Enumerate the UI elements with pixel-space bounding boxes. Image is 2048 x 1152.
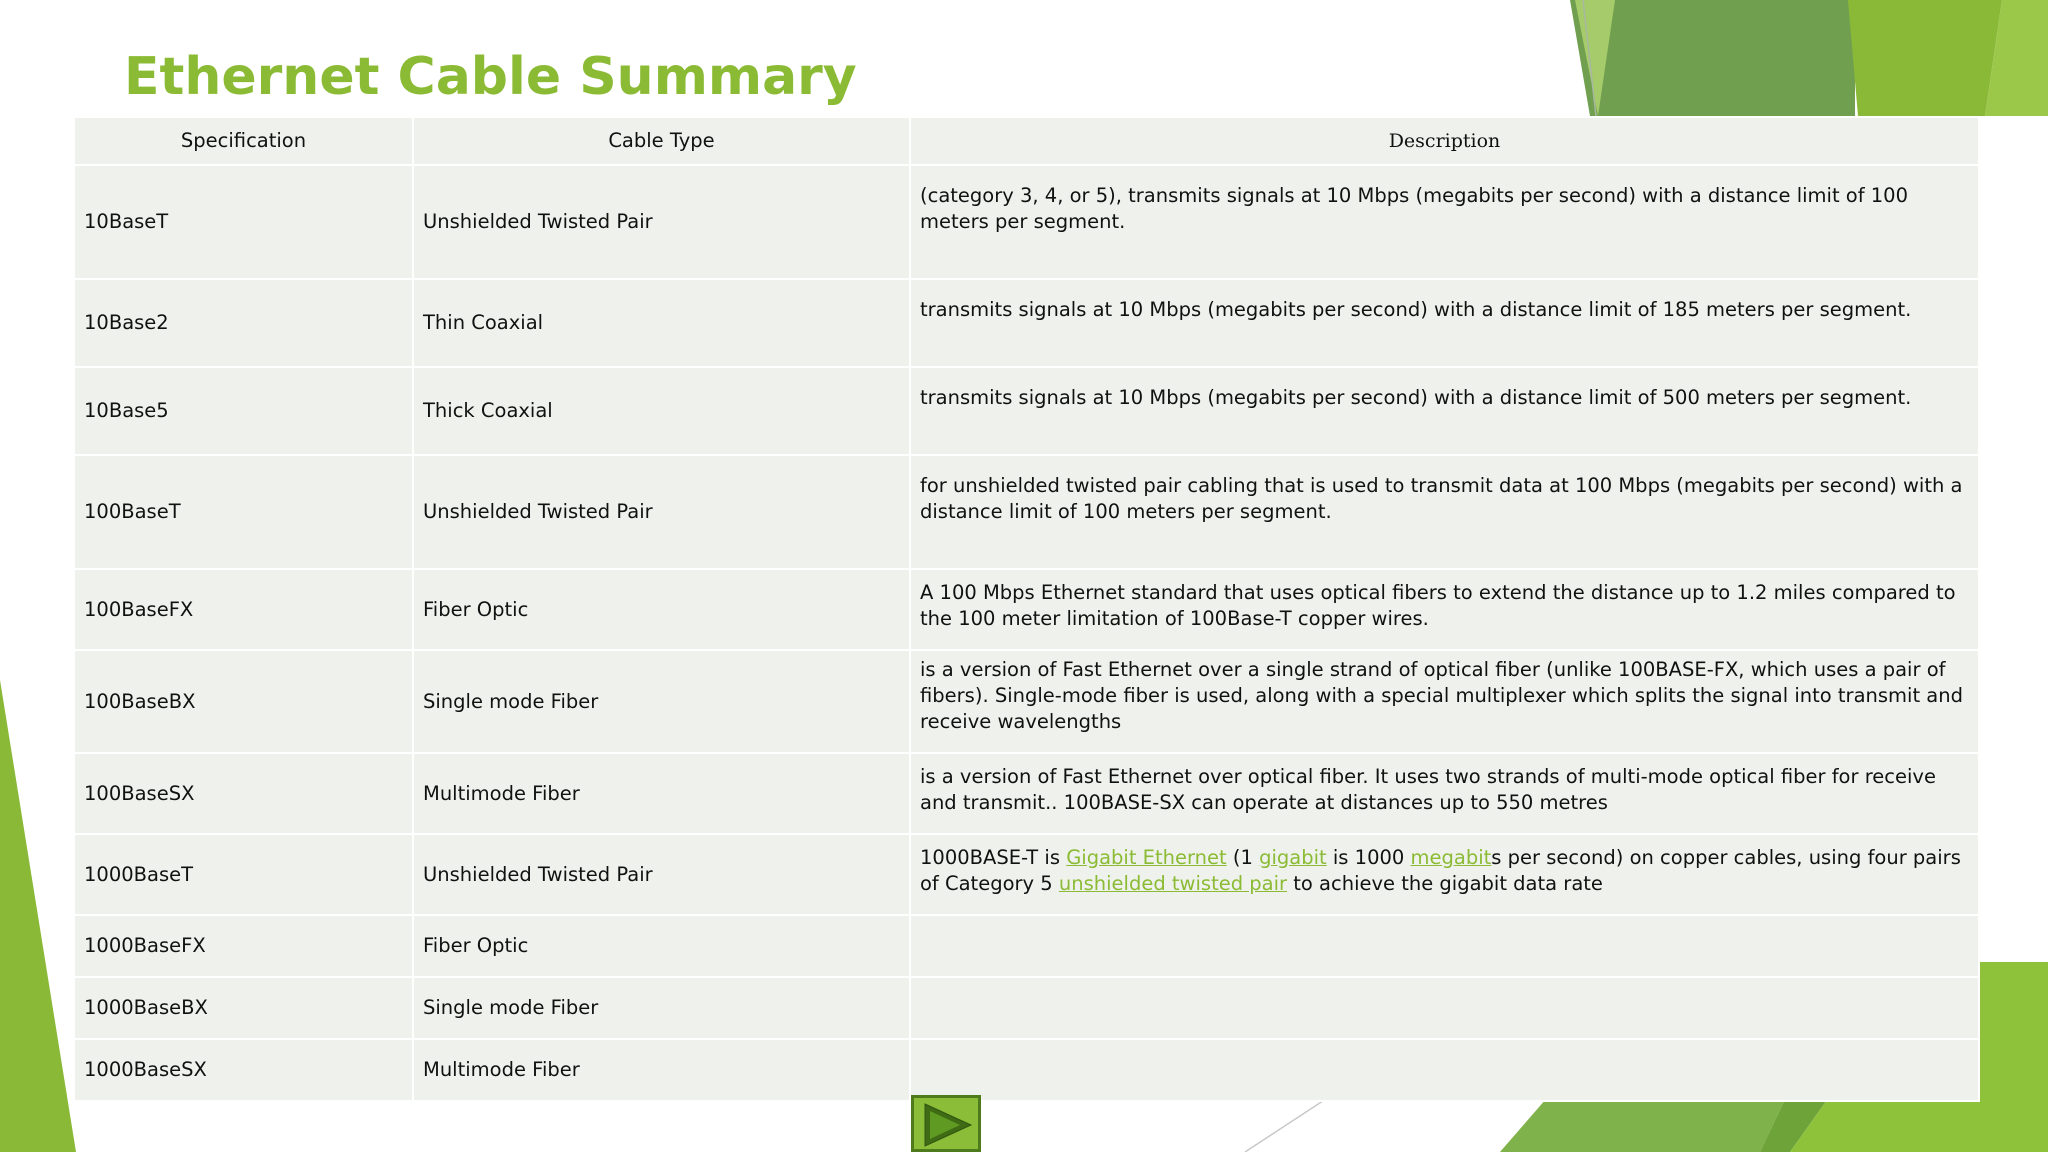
description-text: (1 — [1226, 846, 1260, 869]
table-row — [74, 569, 1979, 650]
cell-cable-type: Fiber Optic — [413, 569, 910, 650]
cell-description — [910, 569, 1979, 650]
cell-specification: 100BaseSX — [74, 753, 413, 834]
table-header-row — [74, 117, 1979, 165]
cell-description — [910, 367, 1979, 455]
cell-description — [910, 650, 1979, 753]
next-slide-button[interactable] — [911, 1095, 981, 1152]
cell-cable-type: Thick Coaxial — [413, 367, 910, 455]
cell-description — [910, 279, 1979, 367]
cell-cable-type: Single mode Fiber — [413, 977, 910, 1039]
description-link[interactable]: megabit — [1410, 846, 1492, 869]
left-green-wedge — [0, 680, 76, 1152]
cell-description — [910, 977, 1979, 1039]
header-description: Description — [910, 117, 1979, 165]
description-text: (category 3, 4, or 5), transmits signals at 10 Mbps (megabits per second) with a distance limit of 100 meters per segment. — [920, 184, 1908, 233]
table-row — [74, 165, 1979, 279]
table-body — [74, 165, 1979, 1101]
cell-cable-type: Thin Coaxial — [413, 279, 910, 367]
description-text: s per second) on copper cables, using four pairs of Category 5 — [920, 846, 1961, 895]
cell-specification: 10Base5 — [74, 367, 413, 455]
description-text: for unshielded twisted pair cabling that is used to transmit data at 100 Mbps (megabits per second) with a distance limit of 100 meters per segment. — [920, 474, 1963, 523]
cell-specification: 100BaseBX — [74, 650, 413, 753]
description-text: 1000BASE-T is — [920, 846, 1067, 869]
description-text: is 1000 — [1326, 846, 1411, 869]
play-triangle-icon — [922, 1102, 974, 1148]
slide-title: Ethernet Cable Summary — [124, 47, 857, 107]
cell-description — [910, 753, 1979, 834]
top-right-dark-green-shape — [1570, 0, 1855, 116]
cell-description — [910, 915, 1979, 977]
cell-specification: 1000BaseBX — [74, 977, 413, 1039]
cell-cable-type: Unshielded Twisted Pair — [413, 834, 910, 915]
top-right-bright-green-shape — [1848, 0, 2002, 116]
cell-description — [910, 455, 1979, 569]
cell-cable-type: Single mode Fiber — [413, 650, 910, 753]
description-link[interactable]: unshielded twisted pair — [1058, 872, 1288, 895]
table-row — [74, 455, 1979, 569]
table-row — [74, 834, 1979, 915]
description-text: A 100 Mbps Ethernet standard that uses optical fibers to extend the distance up to 1.2 miles compared to the 100 meter limitation of 100Base-T copper wires. — [920, 581, 1956, 630]
description-link[interactable]: Gigabit Ethernet — [1066, 846, 1227, 869]
cell-cable-type: Multimode Fiber — [413, 753, 910, 834]
cell-description — [910, 165, 1979, 279]
cell-specification: 1000BaseT — [74, 834, 413, 915]
ethernet-cable-table — [73, 116, 1980, 1102]
table-row — [74, 367, 1979, 455]
cell-specification: 10Base2 — [74, 279, 413, 367]
description-text: to achieve the gigabit data rate — [1287, 872, 1603, 895]
header-cable-type: Cable Type — [413, 117, 910, 165]
table-row — [74, 279, 1979, 367]
cell-specification: 1000BaseSX — [74, 1039, 413, 1101]
description-text: transmits signals at 10 Mbps (megabits per second) with a distance limit of 500 meters per segment. — [920, 386, 1912, 409]
description-text: transmits signals at 10 Mbps (megabits per second) with a distance limit of 185 meters per segment. — [920, 298, 1912, 321]
description-text: is a version of Fast Ethernet over a single strand of optical fiber (unlike 100BASE-FX, which uses a pair of fibers). Single-mode fiber is used, along with a special multiplexer which splits the signal into transmit and receive wavelengths — [920, 658, 1963, 733]
description-link[interactable]: gigabit — [1259, 846, 1327, 869]
cell-specification: 100BaseT — [74, 455, 413, 569]
description-text: is a version of Fast Ethernet over optical fiber. It uses two strands of multi-mode optical fiber for receive and transmit.. 100BASE-SX can operate at distances up to 550 metres — [920, 765, 1936, 814]
cell-description — [910, 834, 1979, 915]
cell-cable-type: Unshielded Twisted Pair — [413, 455, 910, 569]
table-row — [74, 753, 1979, 834]
cell-cable-type: Fiber Optic — [413, 915, 910, 977]
cell-specification: 10BaseT — [74, 165, 413, 279]
cell-description — [910, 1039, 1979, 1101]
cell-cable-type: Multimode Fiber — [413, 1039, 910, 1101]
cell-specification: 1000BaseFX — [74, 915, 413, 977]
table-row — [74, 977, 1979, 1039]
cell-cable-type: Unshielded Twisted Pair — [413, 165, 910, 279]
header-specification: Specification — [74, 117, 413, 165]
table-row — [74, 650, 1979, 753]
table-row — [74, 915, 1979, 977]
cell-specification: 100BaseFX — [74, 569, 413, 650]
table-row — [74, 1039, 1979, 1101]
